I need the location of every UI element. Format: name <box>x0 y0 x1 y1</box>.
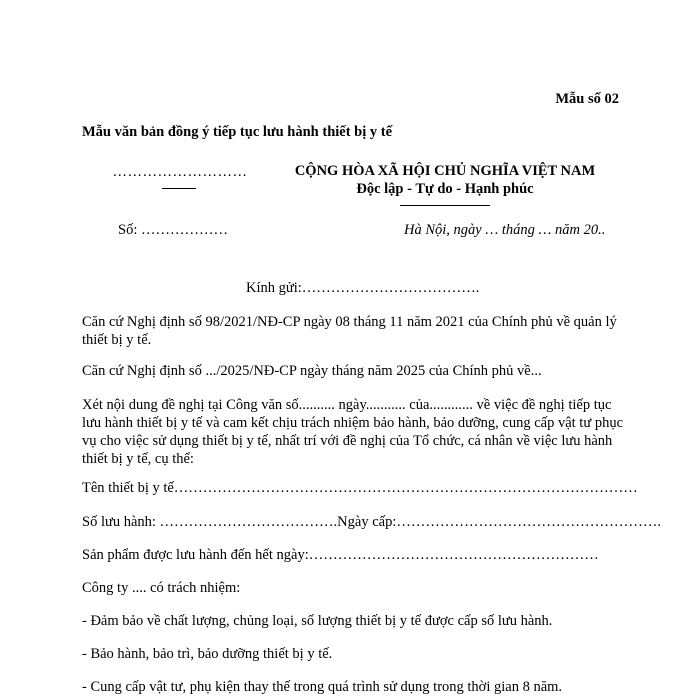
national-motto: Độc lập - Tự do - Hạnh phúc <box>356 181 534 197</box>
duty-item: - Cung cấp vật tư, phụ kiện thay thế trong quá trình sử dụng trong thời gian 8 năm. <box>82 679 563 695</box>
legal-basis-1: Căn cứ Nghị định số 98/2021/NĐ-CP ngày 08 tháng 11 năm 2021 của Chính phủ về quản lý thiết bị y tế. <box>82 314 617 348</box>
recipient-line: Kính gửi:………………………………. <box>246 280 480 296</box>
validity-line: Sản phẩm được lưu hành đến hết ngày:…………………………………………………… <box>82 547 599 563</box>
place-date: Hà Nội, ngày … tháng … năm 20.. <box>404 222 606 238</box>
company-responsibility-heading: Công ty .... có trách nhiệm: <box>82 580 241 596</box>
issuer-name-placeholder: ……………………… <box>112 164 248 180</box>
duty-item: - Bảo hành, bảo trì, bảo dưỡng thiết bị y tế. <box>82 646 333 662</box>
consideration-paragraph: Xét nội dung đề nghị tại Công văn số.......... ngày........... của............ về việc đề nghị tiếp tục lưu hành thiết bị y tế và cam kết chịu trách nhiệm bảo hành, bảo dưỡng, cung cấp vật tư phục vụ cho việc sử dụng thiết bị y tế, nhất trí với đề nghị của Tổ chức, cá nhân về việc lưu hành thiết bị y tế, cụ thể: <box>82 397 624 467</box>
motto-underline <box>400 205 490 206</box>
duty-item: - Đảm bảo về chất lượng, chủng loại, số lượng thiết bị y tế được cấp số lưu hành. <box>82 613 553 629</box>
device-name-line: Tên thiết bị y tế…………………………………………………………………………………… <box>82 480 638 496</box>
national-title: CỘNG HÒA XÃ HỘI CHỦ NGHĨA VIỆT NAM <box>294 163 596 179</box>
issuer-underline <box>162 188 196 189</box>
legal-basis-2: Căn cứ Nghị định số .../2025/NĐ-CP ngày tháng năm 2025 của Chính phủ về... <box>82 363 542 379</box>
form-title: Mẫu văn bản đồng ý tiếp tục lưu hành thiết bị y tế <box>82 124 393 140</box>
form-code: Mẫu số 02 <box>555 91 619 107</box>
document-number: Số: ……………… <box>118 222 228 238</box>
registration-line: Số lưu hành: ……………………………….Ngày cấp:………………………………………………. <box>82 514 661 530</box>
